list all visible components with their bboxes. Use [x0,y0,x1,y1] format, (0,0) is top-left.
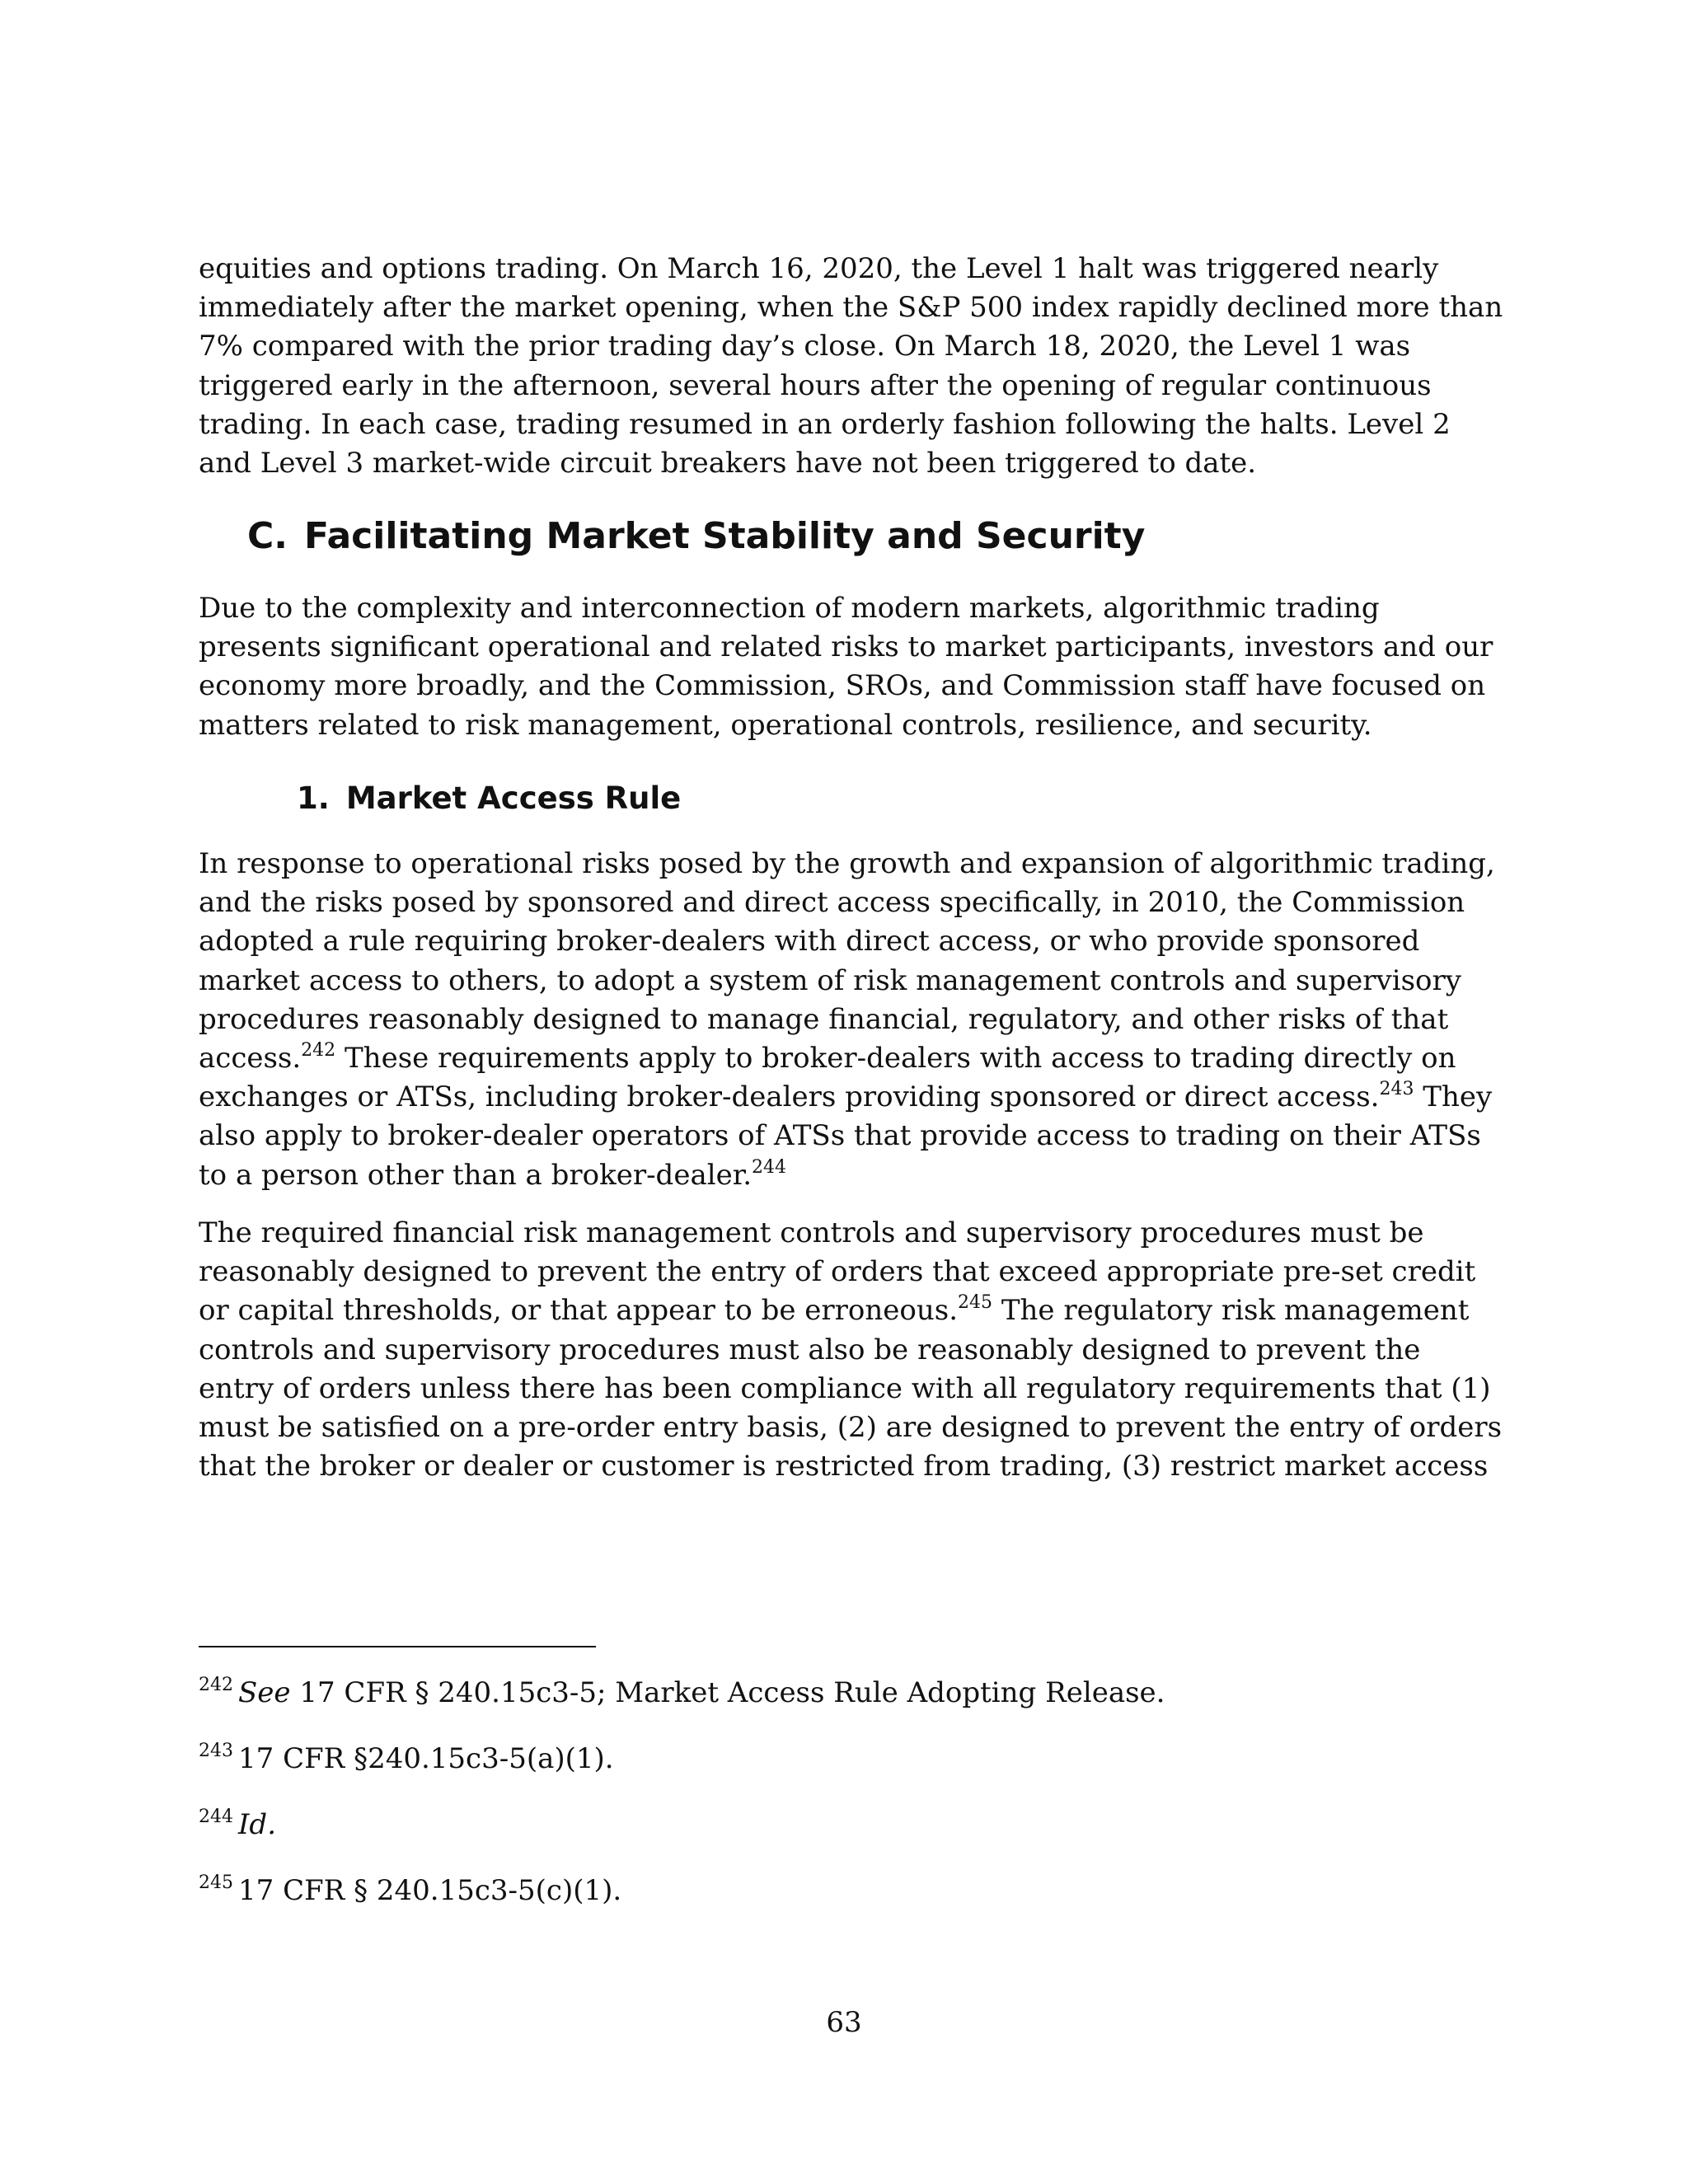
intro-paragraph [199,250,1501,483]
footnote-243 [199,1741,614,1777]
body-line: economy more broadly, and the Commission, SROs, and Commission staff have focused on [199,669,1486,703]
body-line [199,1291,1501,1330]
footnote-242 [199,1675,1165,1711]
footnote-reference[interactable]: 242 [301,1040,336,1062]
footnote-reference[interactable]: 244 [752,1156,787,1178]
body-line: and Level 3 market-wide circuit breakers have not been triggered to date. [199,447,1257,480]
body-text: exchanges or ATSs, including broker-dealers providing sponsored or direct access. [199,1080,1380,1114]
section-c-paragraph [199,589,1501,745]
body-line: Due to the complexity and interconnection of modern markets, algorithmic trading [199,592,1380,625]
body-line: must be satisfied on a pre-order entry basis, (2) are designed to prevent the entry of orders [199,1411,1503,1445]
body-text: The regulatory risk management [992,1294,1470,1328]
footnote-text: 17 CFR § 240.15c3-5(c)(1). [238,1874,622,1907]
body-line: 7% compared with the prior trading day’s close. On March 18, 2020, the Level 1 was [199,330,1411,363]
body-text: These requirements apply to broker-dealers with access to trading directly on [335,1042,1456,1076]
body-line: that the broker or dealer or customer is restricted from trading, (3) restrict market access [199,1450,1489,1483]
body-line: adopted a rule requiring broker-dealers with direct access, or who provide sponsored [199,925,1420,958]
footnote-number: 244 [199,1807,233,1827]
body-line [199,1156,1501,1195]
body-line: In response to operational risks posed by the growth and expansion of algorithmic trading, [199,847,1495,880]
subsection-heading [297,779,681,818]
body-line: triggered early in the afternoon, several hours after the opening of regular continuous [199,368,1432,402]
body-line: procedures reasonably designed to manage financial, regulatory, and other risks of that [199,1002,1449,1036]
body-line: immediately after the market opening, when the S&P 500 index rapidly declined more than [199,291,1503,325]
footnote-reference[interactable]: 243 [1379,1079,1414,1100]
body-text: to a person other than a broker-dealer. [199,1158,753,1192]
section-heading [247,513,1145,560]
body-line: The required financial risk management controls and supervisory procedures must be [199,1216,1424,1249]
body-line: equities and options trading. On March 16, 2020, the Level 1 halt was triggered nearly [199,252,1439,285]
body-line: reasonably designed to prevent the entry of orders that exceed appropriate pre-set credit [199,1255,1476,1289]
footnote-signal: Id. [238,1808,277,1841]
subsection-title: Market Access Rule [345,780,682,816]
body-text: They [1414,1080,1493,1114]
footnote-reference[interactable]: 245 [958,1292,993,1314]
footnote-245 [199,1872,621,1909]
body-line: market access to others, to adopt a system of risk management controls and supervisory [199,963,1461,997]
footnote-number: 243 [199,1741,233,1761]
body-line: also apply to broker-dealer operators of ATSs that provide access to trading on their ATSs [199,1119,1481,1153]
body-line: matters related to risk management, operational controls, resilience, and security. [199,708,1372,742]
footnote-number: 245 [199,1872,233,1893]
body-line [199,1039,1501,1078]
body-text: access. [199,1042,302,1076]
body-line: presents significant operational and related risks to market participants, investors and our [199,630,1493,664]
section-title: Facilitating Market Stability and Security [304,515,1146,557]
body-line: controls and supervisory procedures must also be reasonably designed to prevent the [199,1333,1421,1366]
footnote-signal: See [238,1676,291,1709]
market-access-paragraph-2 [199,1214,1501,1486]
footnote-divider [199,1646,596,1647]
page-number: 63 [826,2006,862,2039]
subsection-marker: 1. [297,780,330,816]
body-text: or capital thresholds, or that appear to be erroneous. [199,1294,959,1328]
footnote-number: 242 [199,1675,233,1695]
body-line: trading. In each case, trading resumed in an orderly fashion following the halts. Level 2 [199,407,1451,441]
market-access-paragraph-1 [199,845,1501,1195]
footnote-text: 17 CFR §240.15c3-5(a)(1). [238,1742,614,1775]
section-marker: C. [247,515,288,557]
body-line: entry of orders unless there has been compliance with all regulatory requirements that (1) [199,1371,1491,1405]
body-line: and the risks posed by sponsored and direct access specifically, in 2010, the Commission [199,886,1465,920]
footnote-text: 17 CFR § 240.15c3-5; Market Access Rule Adopting Release. [290,1676,1165,1709]
footnote-244 [199,1807,276,1843]
body-line [199,1078,1501,1117]
